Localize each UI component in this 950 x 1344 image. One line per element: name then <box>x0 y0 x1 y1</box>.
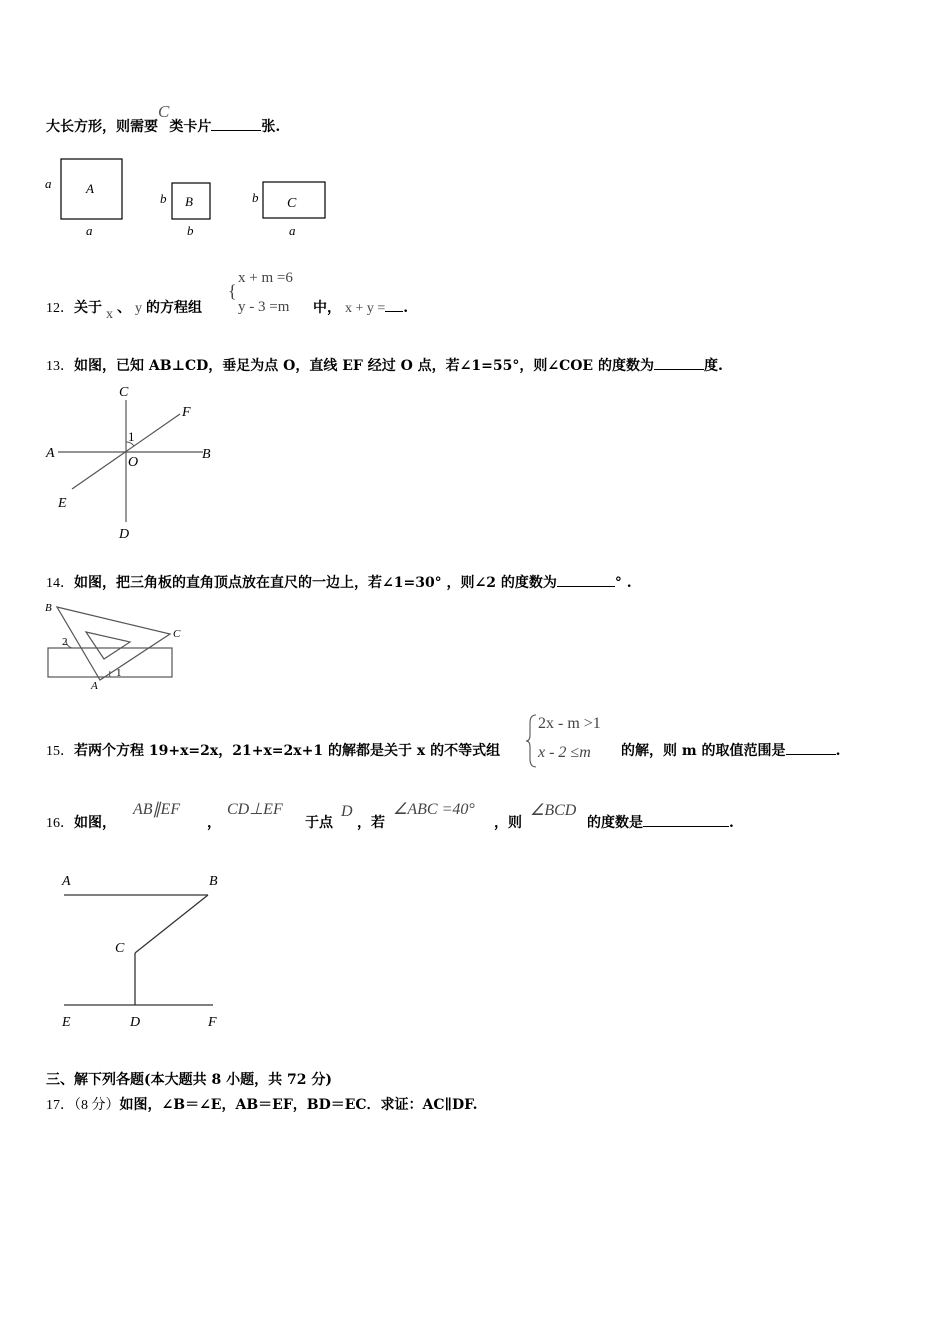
q16-number-line <box>46 812 116 832</box>
card-b-side: b <box>160 191 167 206</box>
q16-mid3: ，则 <box>494 815 522 831</box>
card-b-bottom: b <box>187 223 194 238</box>
q16-point: D <box>341 803 353 820</box>
q13-text: 如图，已知 AB⊥CD，垂足为点 O，直线 EF 经过 O 点，若∠1=55°，则∠COE 的度数为 <box>74 358 654 374</box>
q16-mid2: ，若 <box>357 815 385 831</box>
q16-answer-blank <box>643 813 729 827</box>
label-b: B <box>45 602 52 614</box>
q12-eq1: x + m =6 <box>238 270 293 286</box>
q16-number: 16． <box>46 816 74 831</box>
q14-line <box>46 572 632 592</box>
label-c: C <box>173 628 181 640</box>
line-bc <box>135 895 208 953</box>
q16-figure <box>50 868 230 1033</box>
q12-var-y: y <box>135 301 142 316</box>
q12-eq2: y - 3 =m <box>238 299 290 315</box>
q16-tail <box>587 812 734 832</box>
card-c-bottom: a <box>289 223 296 238</box>
label-f: F <box>208 1015 217 1030</box>
label-d: D <box>130 1015 141 1030</box>
q15-line2 <box>621 740 840 760</box>
card-a-side: a <box>45 176 52 191</box>
q11-text-before: 大长方形，则需要 <box>46 119 158 135</box>
q11-cards-figure <box>40 150 340 245</box>
q12-brace: { <box>228 281 237 301</box>
q15-answer-blank <box>786 741 836 755</box>
q15-end: . <box>835 743 841 759</box>
q12-mid: 的方程组 <box>146 300 202 316</box>
triangle-inner <box>86 632 130 659</box>
q16-prefix: 如图， <box>74 815 116 831</box>
q16-mid: 于点 <box>305 815 333 831</box>
q12-expr: x + y = <box>345 301 386 316</box>
q17-text: 如图，∠B＝∠E，AB＝EF，BD＝EC．求证：AC∥DF. <box>119 1097 478 1113</box>
section-3-title: 三、解下列各题(本大题共 8 小题，共 72 分) <box>46 1072 332 1088</box>
q15-ineq2: x - 2 ≤m <box>538 744 591 761</box>
label-o: O <box>128 455 139 470</box>
label-c: C <box>119 385 129 400</box>
label-e: E <box>58 496 67 511</box>
q13-answer-blank <box>654 356 704 370</box>
q15-text2: 的解，则 m 的取值范围是 <box>621 743 786 759</box>
q11-text-after: 类卡片 <box>169 119 212 135</box>
q16-end: . <box>729 815 734 831</box>
q12-line <box>46 297 202 322</box>
label-b: B <box>209 874 218 889</box>
q12-end: . <box>403 300 409 316</box>
q16-cond2: CD⊥EF <box>227 801 283 818</box>
q13-number: 13． <box>46 359 74 374</box>
q15-number: 15． <box>46 744 74 759</box>
label-angle-2: 2 <box>62 636 68 648</box>
q11-var-c: C <box>158 102 170 121</box>
q15-ineq1: 2x - m >1 <box>538 715 601 732</box>
q12-var-x: x <box>106 307 113 322</box>
q12-answer-blank <box>385 298 403 312</box>
q12-prefix: 关于 <box>74 300 102 316</box>
card-b-label: B <box>185 194 193 209</box>
q14-figure <box>40 597 190 692</box>
card-c-label: C <box>287 196 297 211</box>
label-f: F <box>182 405 191 420</box>
label-e: E <box>62 1015 71 1030</box>
label-c: C <box>115 941 125 956</box>
label-a: A <box>91 680 98 692</box>
q13-figure <box>40 380 230 545</box>
q11-answer-blank <box>211 117 261 131</box>
card-a-bottom: a <box>86 223 93 238</box>
card-a-label: A <box>86 181 94 196</box>
q12-tail <box>313 297 408 317</box>
q16-cond1: AB∥EF <box>133 801 181 818</box>
label-a: A <box>46 446 55 461</box>
q17-number: 17． <box>46 1098 74 1113</box>
q14-end: ° . <box>614 575 632 591</box>
label-angle-1: 1 <box>116 667 122 679</box>
q12-sep: 、 <box>117 300 131 316</box>
q16-cond3: ∠ABC =40° <box>393 801 475 818</box>
triangle-outer <box>57 607 170 680</box>
q11-tail-line <box>46 102 281 136</box>
q13-line <box>46 355 723 375</box>
q13-end: 度. <box>703 358 723 374</box>
q15-brace <box>526 713 538 769</box>
label-angle-1: 1 <box>128 429 135 444</box>
q14-text: 如图，把三角板的直角顶点放在直尺的一边上，若∠1=30° ，则∠2 的度数为 <box>74 575 557 591</box>
q14-answer-blank <box>557 573 615 587</box>
q11-text-end: 张. <box>261 119 281 135</box>
label-b: B <box>202 447 211 462</box>
q17-score: （8 分） <box>74 1098 120 1113</box>
q12-mid2: 中， <box>313 300 341 316</box>
label-d: D <box>119 527 130 542</box>
q15-line1 <box>46 740 500 760</box>
q17-line <box>46 1094 478 1114</box>
q16-comma1: ， <box>207 815 221 831</box>
q16-target: ∠BCD <box>530 802 577 819</box>
q15-text: 若两个方程 19+x=2x，21+x=2x+1 的解都是关于 x 的不等式组 <box>74 743 501 759</box>
q16-mid4: 的度数是 <box>587 815 643 831</box>
q12-number: 12． <box>46 301 74 316</box>
q14-number: 14． <box>46 576 74 591</box>
label-a: A <box>62 874 71 889</box>
card-c-side: b <box>252 190 259 205</box>
